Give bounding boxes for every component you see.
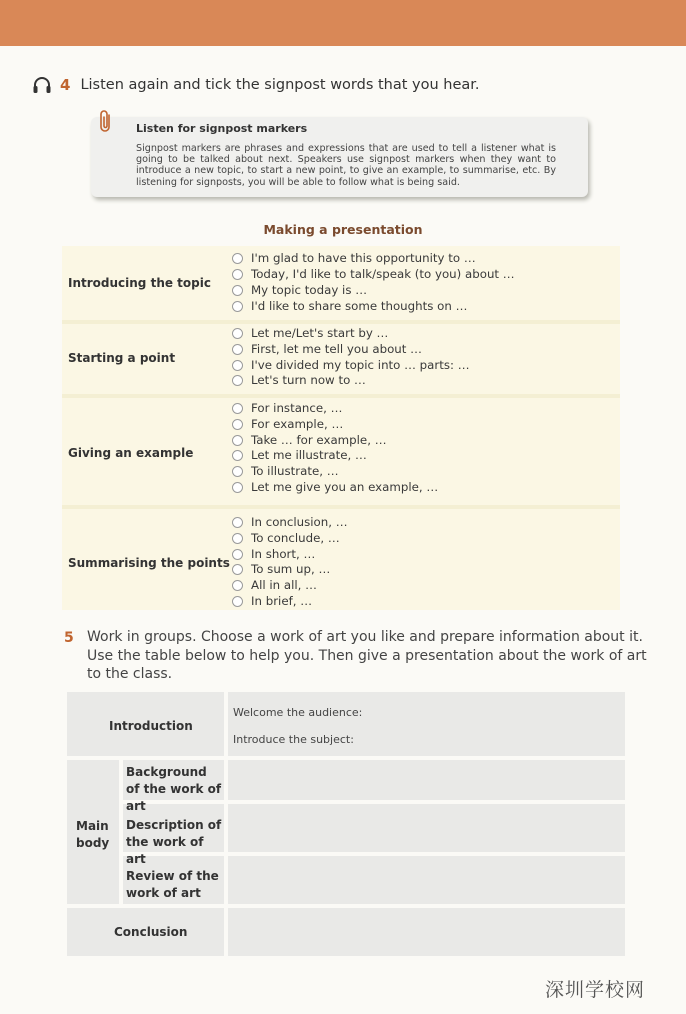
conclusion-label: Conclusion [114,925,188,939]
phrase-option[interactable]: In brief, … [232,594,312,608]
exercise-5-instruction: Work in groups. Choose a work of art you like and prepare information about it. Use the table below to help you. Then give a presentation about the work of art to the class. [87,629,647,682]
tick-circle[interactable] [232,580,243,591]
phrase-option[interactable]: In conclusion, … [232,515,348,529]
background-label: Background of the work of art [126,765,222,813]
phrase-option[interactable]: First, let me tell you about … [232,342,422,356]
tick-circle[interactable] [232,549,243,560]
category-giving-example: Giving an example [68,446,194,460]
category-summarising: Summarising the points [68,556,230,570]
tick-circle[interactable] [232,466,243,477]
phrase-option[interactable]: For example, … [232,417,343,431]
tick-circle[interactable] [232,328,243,339]
tick-circle[interactable] [232,435,243,446]
tip-body: Signpost markers are phrases and expressions that are used to tell a listener what is going to be talked about next. Speakers use signpost markers when they want to introduce a new topic, to start a new point, to give an example, to summarise, etc. By listening for signposts, you will be able to follow what is being said. [136,143,556,188]
section-divider [62,394,620,398]
phrase-option[interactable]: I'd like to share some thoughts on … [232,299,467,313]
phrase-option[interactable]: To conclude, … [232,531,340,545]
exercise-4-instruction: Listen again and tick the signpost words that you hear. [80,77,480,93]
phrase-option[interactable]: Let me/Let's start by … [232,326,388,340]
phrase-option[interactable]: Let me illustrate, … [232,448,367,462]
phrase-option[interactable]: All in all, … [232,578,317,592]
phrase-option[interactable]: Today, I'd like to talk/speak (to you) about … [232,267,515,281]
cell-background-notes[interactable] [228,760,625,800]
section-divider [62,505,620,509]
phrase-option[interactable]: To sum up, … [232,562,330,576]
phrase-option[interactable]: Take … for example, … [232,433,387,447]
tick-circle[interactable] [232,533,243,544]
tick-circle[interactable] [232,419,243,430]
tick-circle[interactable] [232,482,243,493]
tick-circle[interactable] [232,253,243,264]
headphones-icon [32,76,52,94]
welcome-audience-prompt: Welcome the audience: [233,706,363,719]
description-label: Description of the work of art [126,818,222,866]
tip-title: Listen for signpost markers [136,122,308,135]
tick-circle[interactable] [232,375,243,386]
tick-circle[interactable] [232,564,243,575]
tick-circle[interactable] [232,517,243,528]
phrase-option[interactable]: In short, … [232,547,315,561]
tick-circle[interactable] [232,403,243,414]
tick-circle[interactable] [232,344,243,355]
category-starting-point: Starting a point [68,351,176,365]
top-color-bar [0,0,686,46]
exercise-5-number: 5 [64,630,74,646]
review-label: Review of the work of art [126,869,219,900]
phrase-option[interactable]: My topic today is … [232,283,367,297]
tick-circle[interactable] [232,450,243,461]
exercise-4-header [32,76,480,94]
tick-circle[interactable] [232,360,243,371]
cell-introduction-notes[interactable] [228,692,625,756]
main-body-label: Main body [76,819,110,850]
exercise-4-number: 4 [60,76,71,94]
phrase-option[interactable]: Let me give you an example, … [232,480,438,494]
category-introducing-topic: Introducing the topic [68,276,211,290]
watermark: 深圳学校网 [545,979,646,1001]
phrase-option[interactable]: I'm glad to have this opportunity to … [232,251,476,265]
cell-review-notes[interactable] [228,856,625,904]
cell-conclusion-notes[interactable] [228,908,625,956]
phrase-option[interactable]: For instance, … [232,401,342,415]
tick-circle[interactable] [232,301,243,312]
cell-description-notes[interactable] [228,804,625,852]
tick-circle[interactable] [232,596,243,607]
introduction-label: Introduction [109,719,193,733]
phrase-option[interactable]: To illustrate, … [232,464,339,478]
phrase-option[interactable]: I've divided my topic into … parts: … [232,358,470,372]
tick-circle[interactable] [232,285,243,296]
paperclip-icon [97,109,115,135]
phrase-option[interactable]: Let's turn now to … [232,373,366,387]
section-divider [62,320,620,324]
introduce-subject-prompt: Introduce the subject: [233,733,354,746]
tick-circle[interactable] [232,269,243,280]
presentation-table-title: Making a presentation [263,222,423,237]
